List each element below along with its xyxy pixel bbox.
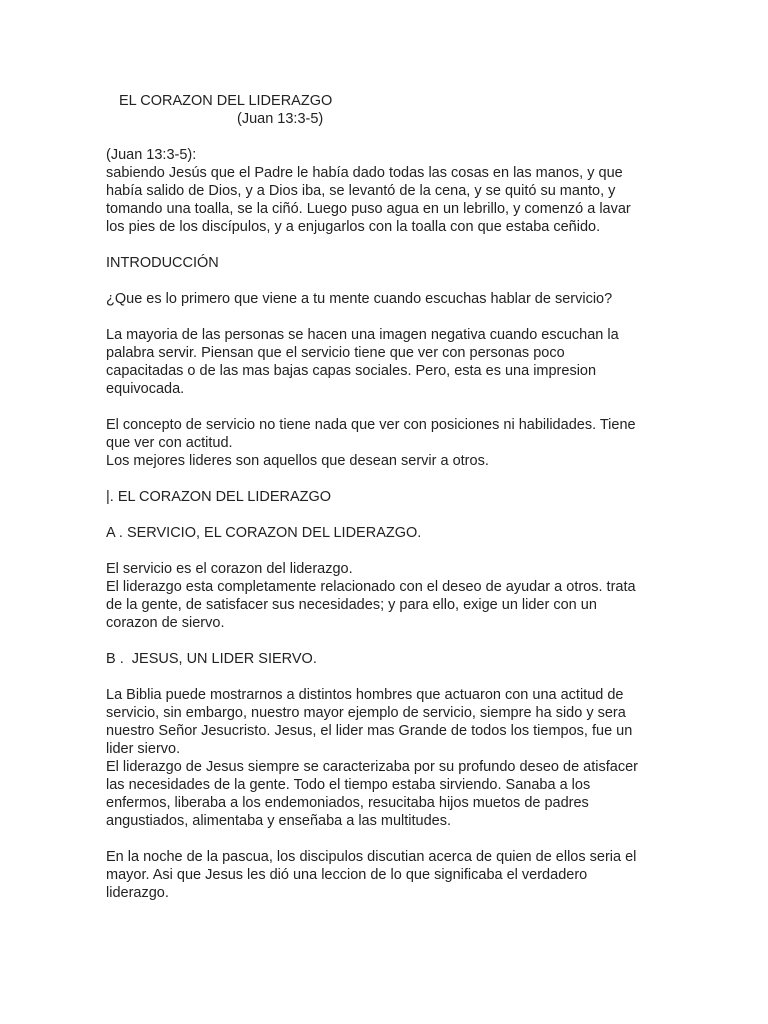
- spacer: [106, 632, 666, 650]
- paragraph-line: equivocada.: [106, 381, 185, 397]
- verse-line: los pies de los discípulos, y a enjugarlos con la toalla con que estaba ceñido.: [106, 219, 601, 235]
- verse-line: tomando una toalla, se la ciñó. Luego puso agua en un lebrillo, y comenzó a lavar: [106, 201, 631, 217]
- paragraph-line: La Biblia puede mostrarnos a distintos hombres que actuaron con una actitud de: [106, 687, 624, 703]
- paragraph-line: El servicio es el corazon del liderazgo.: [106, 561, 353, 577]
- subsection-heading: A . SERVICIO, EL CORAZON DEL LIDERAZGO.: [106, 525, 422, 541]
- paragraph-line: palabra servir. Piensan que el servicio tiene que ver con personas poco: [106, 345, 565, 361]
- verse-block: [106, 146, 666, 236]
- spacer: [106, 398, 666, 416]
- paragraph-line: de la gente, de satisfacer sus necesidades; y para ello, exige un lider con un: [106, 597, 597, 613]
- verse-line: había salido de Dios, y a Dios iba, se levantó de la cena, y se quitó su manto, y: [106, 183, 616, 199]
- paragraph-line: capacitadas o de las mas bajas capas sociales. Pero, esta es una impresion: [106, 363, 597, 379]
- spacer: [106, 308, 666, 326]
- subsection-heading: B . JESUS, UN LIDER SIERVO.: [106, 651, 317, 667]
- paragraph-line: que ver con actitud.: [106, 435, 233, 451]
- paragraph-line: lider siervo.: [106, 741, 181, 757]
- paragraph-line: El liderazgo esta completamente relacionado con el deseo de ayudar a otros. trata: [106, 579, 636, 595]
- spacer: [106, 272, 666, 290]
- paragraph: [106, 848, 666, 902]
- paragraph: [106, 560, 666, 632]
- paragraph-line: mayor. Asi que Jesus les dió una leccion de lo que significaba el verdadero: [106, 867, 588, 883]
- paragraph: [106, 326, 666, 398]
- verse-line: sabiendo Jesús que el Padre le había dado todas las cosas en las manos, y que: [106, 165, 623, 181]
- paragraph-line: enfermos, liberaba a los endemoniados, resucitaba hijos muetos de padres: [106, 795, 589, 811]
- spacer: [106, 542, 666, 560]
- spacer: [106, 668, 666, 686]
- intro-heading: INTRODUCCIÓN: [106, 255, 219, 271]
- paragraph-line: El liderazgo de Jesus siempre se caracterizaba por su profundo deseo de atisfacer: [106, 759, 638, 775]
- paragraph-line: las necesidades de la gente. Todo el tiempo estaba sirviendo. Sanaba a los: [106, 777, 591, 793]
- document-subtitle: (Juan 13:3-5): [237, 111, 324, 127]
- spacer: [106, 506, 666, 524]
- section-heading: |. EL CORAZON DEL LIDERAZGO: [106, 489, 332, 505]
- spacer: [106, 236, 666, 254]
- paragraph: [106, 416, 666, 470]
- spacer: [106, 128, 666, 146]
- paragraph-line: servicio, sin embargo, nuestro mayor ejemplo de servicio, siempre ha sido y sera: [106, 705, 626, 721]
- paragraph-line: Los mejores lideres son aquellos que desean servir a otros.: [106, 453, 489, 469]
- spacer: [106, 830, 666, 848]
- paragraph-line: liderazgo.: [106, 885, 169, 901]
- document-body: [106, 92, 666, 902]
- paragraph-line: El concepto de servicio no tiene nada que ver con posiciones ni habilidades. Tiene: [106, 417, 636, 433]
- paragraph: [106, 686, 666, 830]
- paragraph-line: nuestro Señor Jesucristo. Jesus, el lider mas Grande de todos los tiempos, fue un: [106, 723, 633, 739]
- spacer: [106, 470, 666, 488]
- paragraph-line: angustiados, alimentaba y enseñaba a las multitudes.: [106, 813, 451, 829]
- paragraph-line: En la noche de la pascua, los discipulos discutian acerca de quien de ellos seria el: [106, 849, 637, 865]
- paragraph-line: corazon de siervo.: [106, 615, 225, 631]
- document-title: EL CORAZON DEL LIDERAZGO: [119, 93, 333, 109]
- intro-question: ¿Que es lo primero que viene a tu mente cuando escuchas hablar de servicio?: [106, 291, 613, 307]
- verse-reference: (Juan 13:3-5):: [106, 147, 197, 163]
- paragraph-line: La mayoria de las personas se hacen una imagen negativa cuando escuchan la: [106, 327, 619, 343]
